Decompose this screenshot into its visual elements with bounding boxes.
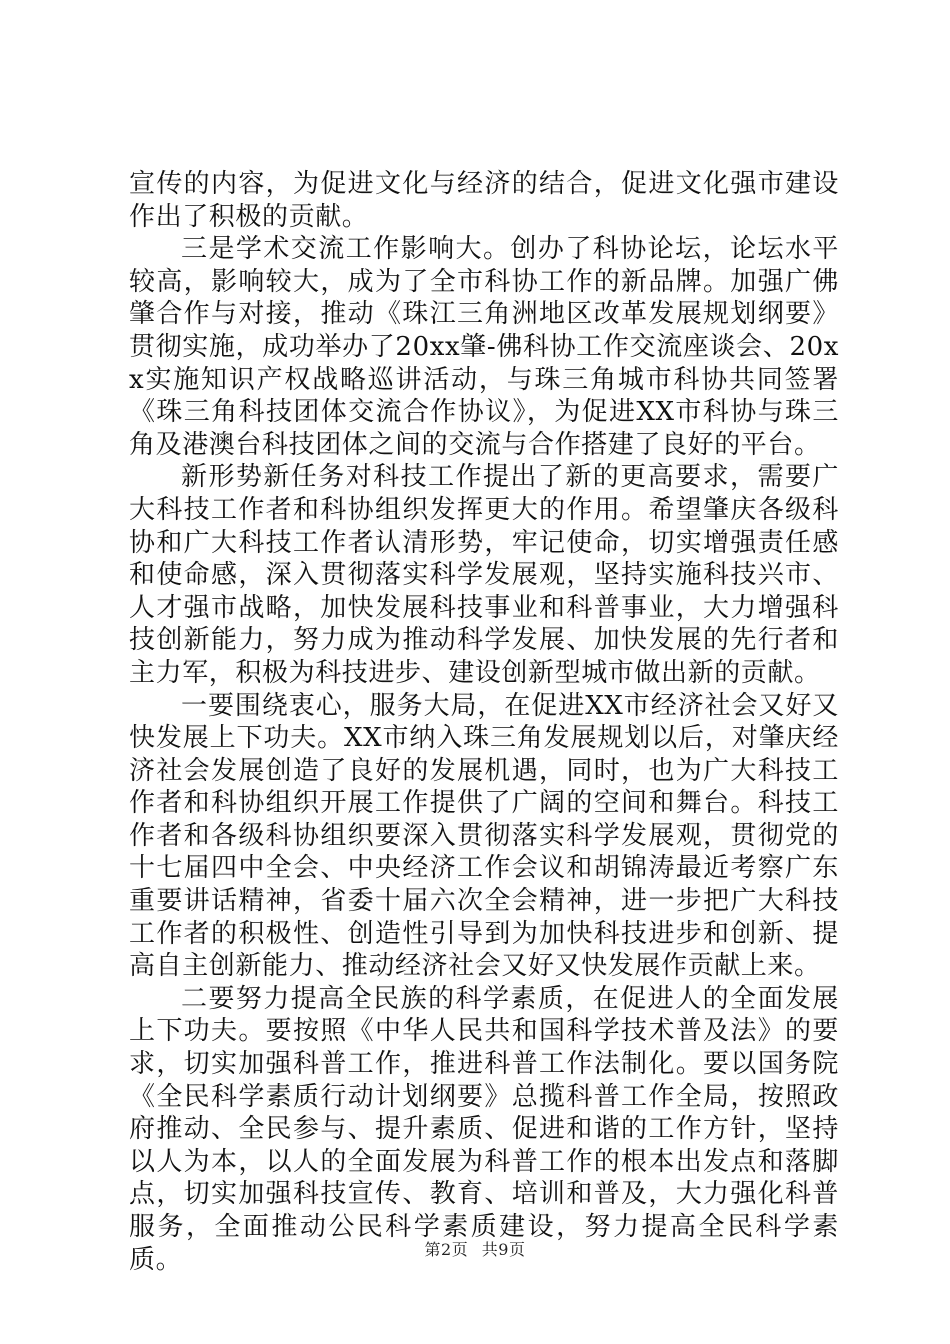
- document-body: [129, 168, 839, 1276]
- paragraph-second-requirement: 二要努力提高全民族的科学素质，在促进人的全面发展上下功夫。要按照《中华人民共和国科学技术普及法》的要求，切实加强科普工作，推进科普工作法制化。要以国务院《全民科学素质行动计划纲要》总揽科普工作全局，按照政府推动、全民参与、提升素质、促进和谐的工作方针，坚持以人为本，以人的全面发展为科普工作的根本出发点和落脚点，切实加强科技宣传、教育、培训和普及，大力强化科普服务，全面推动公民科学素质建设，努力提高全民科学素质。: [129, 983, 839, 1275]
- paragraph-new-situation: 新形势新任务对科技工作提出了新的更高要求，需要广大科技工作者和科协组织发挥更大的作用。希望肇庆各级科协和广大科技工作者认清形势，牢记使命，切实增强责任感和使命感，深入贯彻落实科学发展观，坚持实施科技兴市、人才强市战略，加快发展科技事业和科普事业，大力增强科技创新能力，努力成为推动科学发展、加快发展的先行者和主力军，积极为科技进步、建设创新型城市做出新的贡献。: [129, 462, 839, 688]
- paragraph-first-requirement: 一要围绕衷心，服务大局，在促进XX市经济社会又好又快发展上下功夫。XX市纳入珠三角发展规划以后，对肇庆经济社会发展创造了良好的发展机遇，同时，也为广大科技工作者和科协组织开展工作提供了广阔的空间和舞台。科技工作者和各级科协组织要深入贯彻落实科学发展观，贯彻党的十七届四中全会、中央经济工作会议和胡锦涛最近考察广东重要讲话精神，省委十届六次全会精神，进一步把广大科技工作者的积极性、创造性引导到为加快科技进步和创新、提高自主创新能力、推动经济社会又好又快发展作贡献上来。: [129, 690, 839, 982]
- page-number: 第2页: [424, 1240, 469, 1259]
- page-total: 共9页: [481, 1240, 526, 1259]
- paragraph-continuation: 宣传的内容，为促进文化与经济的结合，促进文化强市建设作出了积极的贡献。: [129, 169, 839, 232]
- paragraph-academic-exchange: 三是学术交流工作影响大。创办了科协论坛，论坛水平较高，影响较大，成为了全市科协工作的新品牌。加强广佛肇合作与对接，推动《珠江三角洲地区改革发展规划纲要》贯彻实施，成功举办了20xx肇-佛科协工作交流座谈会、20xx实施知识产权战略巡讲活动，与珠三角城市科协共同签署《珠三角科技团体交流合作协议》，为促进XX市科协与珠三角及港澳台科技团体之间的交流与合作搭建了良好的平台。: [129, 234, 839, 460]
- page-footer: [0, 1237, 950, 1260]
